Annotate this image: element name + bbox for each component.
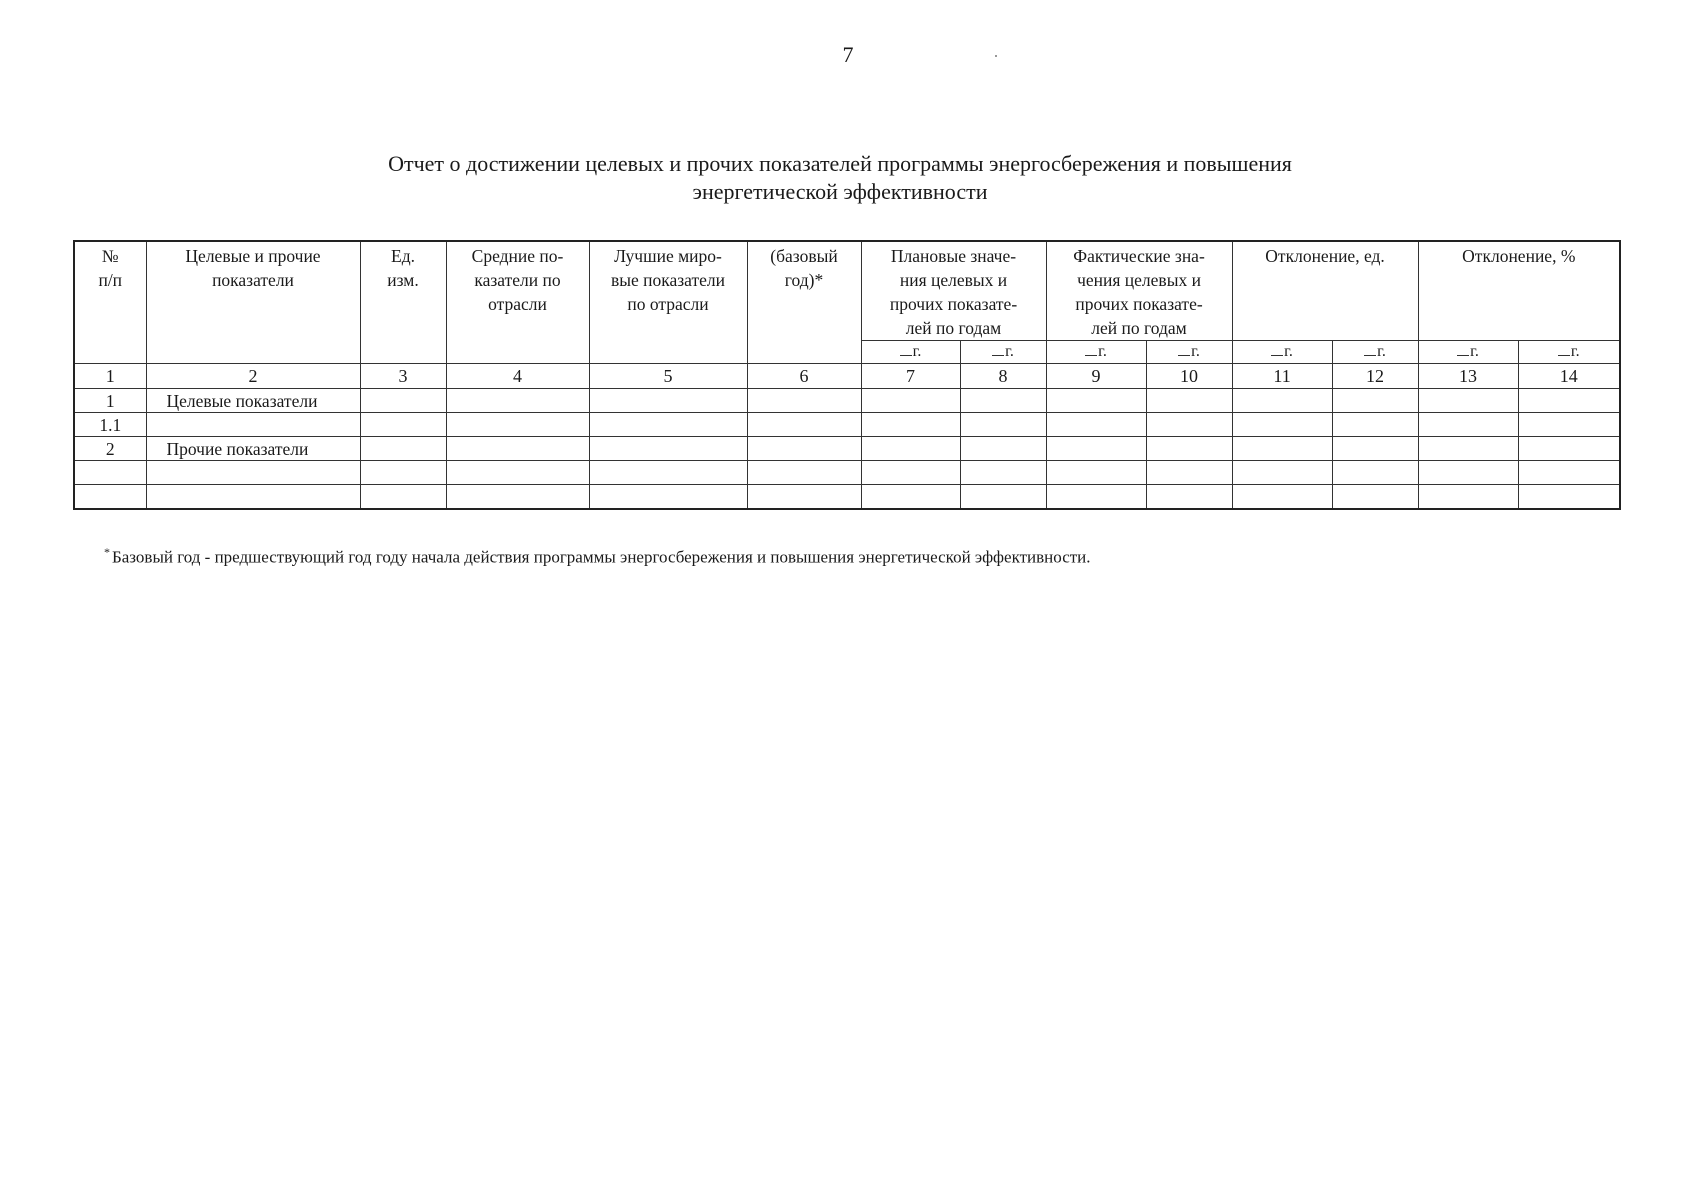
header-row [74,241,1620,341]
year-label: г. [861,341,960,364]
year-label: г. [1332,341,1418,364]
report-table [73,240,1621,510]
year-label: г. [1232,341,1332,364]
table-cell [589,413,747,437]
table-cell [360,461,446,485]
table-cell [1146,413,1232,437]
header-deviation-units: Отклонение, ед. [1232,241,1418,341]
table-cell [747,461,861,485]
year-label: г. [1418,341,1518,364]
year-label: г. [960,341,1046,364]
table-cell [960,389,1046,413]
column-number: 9 [1046,364,1146,389]
column-number: 6 [747,364,861,389]
table-cell [1332,485,1418,510]
column-number: 11 [1232,364,1332,389]
table-cell [960,437,1046,461]
table-row [74,437,1620,461]
header-num: № п/п [74,241,146,364]
row-number: 1 [74,389,146,413]
row-number [74,485,146,510]
header-world-best: Лучшие миро- вые показатели по отрасли [589,241,747,364]
year-label: г. [1046,341,1146,364]
table-cell [960,413,1046,437]
header-planned-values: Плановые значе- ния целевых и прочих показате- лей по годам [861,241,1046,341]
table-cell [1332,461,1418,485]
year-label: г. [1146,341,1232,364]
table-cell [589,389,747,413]
header-unit: Ед. изм. [360,241,446,364]
table-cell [1232,461,1332,485]
column-number-row [74,364,1620,389]
table-cell [1232,389,1332,413]
table-cell [1418,485,1518,510]
table-cell [1518,461,1620,485]
row-number: 2 [74,437,146,461]
table-cell [1332,389,1418,413]
table-cell [1418,437,1518,461]
table-cell [861,461,960,485]
table-cell [747,437,861,461]
table-cell [1418,413,1518,437]
table-cell [589,437,747,461]
table-cell [1146,437,1232,461]
table-cell [747,413,861,437]
row-indicator-name [146,485,360,510]
table-cell [360,485,446,510]
table-cell [1518,437,1620,461]
table-cell [1046,437,1146,461]
column-number: 10 [1146,364,1232,389]
document-title [240,150,1440,206]
scan-speck [995,55,997,57]
table-cell [446,437,589,461]
column-number: 2 [146,364,360,389]
row-indicator-name: Целевые показатели [146,389,360,413]
table-cell [1046,485,1146,510]
table-cell [1232,437,1332,461]
column-number: 13 [1418,364,1518,389]
table-cell [1146,461,1232,485]
column-number: 3 [360,364,446,389]
table-cell [1146,485,1232,510]
table-cell [747,389,861,413]
table-cell [1046,389,1146,413]
table-cell [1418,461,1518,485]
table-cell [861,485,960,510]
table-cell [1332,413,1418,437]
title-line-1: Отчет о достижении целевых и прочих показателей программы энергосбережения и повышения [388,151,1292,176]
table-cell [747,485,861,510]
table-cell [589,485,747,510]
table-row [74,461,1620,485]
table-cell [1518,485,1620,510]
table-cell [589,461,747,485]
table-cell [861,413,960,437]
footnote-text: Базовый год - предшествующий год году начала действия программы энергосбережения и повышения энергетической эффективности. [112,547,1091,567]
table-cell [360,413,446,437]
table-cell [861,389,960,413]
column-number: 1 [74,364,146,389]
column-number: 14 [1518,364,1620,389]
column-number: 7 [861,364,960,389]
table-cell [1046,461,1146,485]
footnote [104,545,1091,568]
row-number: 1.1 [74,413,146,437]
table-cell [1418,389,1518,413]
table-cell [446,413,589,437]
table-row [74,389,1620,413]
column-number: 12 [1332,364,1418,389]
row-indicator-name [146,413,360,437]
column-number: 4 [446,364,589,389]
table-cell [446,461,589,485]
page-number: 7 [842,42,854,67]
table-cell [446,485,589,510]
header-industry-average: Средние по- казатели по отрасли [446,241,589,364]
table-cell [1232,413,1332,437]
row-indicator-name [146,461,360,485]
title-line-2: энергетической эффективности [692,179,988,204]
table-cell [960,485,1046,510]
column-number: 5 [589,364,747,389]
table-cell [1232,485,1332,510]
row-number [74,461,146,485]
header-actual-values: Фактические зна- чения целевых и прочих показате- лей по годам [1046,241,1232,341]
table-row [74,413,1620,437]
table-cell [960,461,1046,485]
table-cell [360,437,446,461]
table-cell [1332,437,1418,461]
column-number: 8 [960,364,1046,389]
year-label: г. [1518,341,1620,364]
row-indicator-name: Прочие показатели [146,437,360,461]
table-cell [1146,389,1232,413]
table-row [74,485,1620,510]
header-deviation-percent: Отклонение, % [1418,241,1620,341]
table-cell [360,389,446,413]
footnote-marker: * [104,545,110,559]
header-base-year: (базовый год)* [747,241,861,364]
table-cell [861,437,960,461]
table-cell [446,389,589,413]
table-cell [1518,389,1620,413]
table-cell [1518,413,1620,437]
header-indicators: Целевые и прочие показатели [146,241,360,364]
table-cell [1046,413,1146,437]
